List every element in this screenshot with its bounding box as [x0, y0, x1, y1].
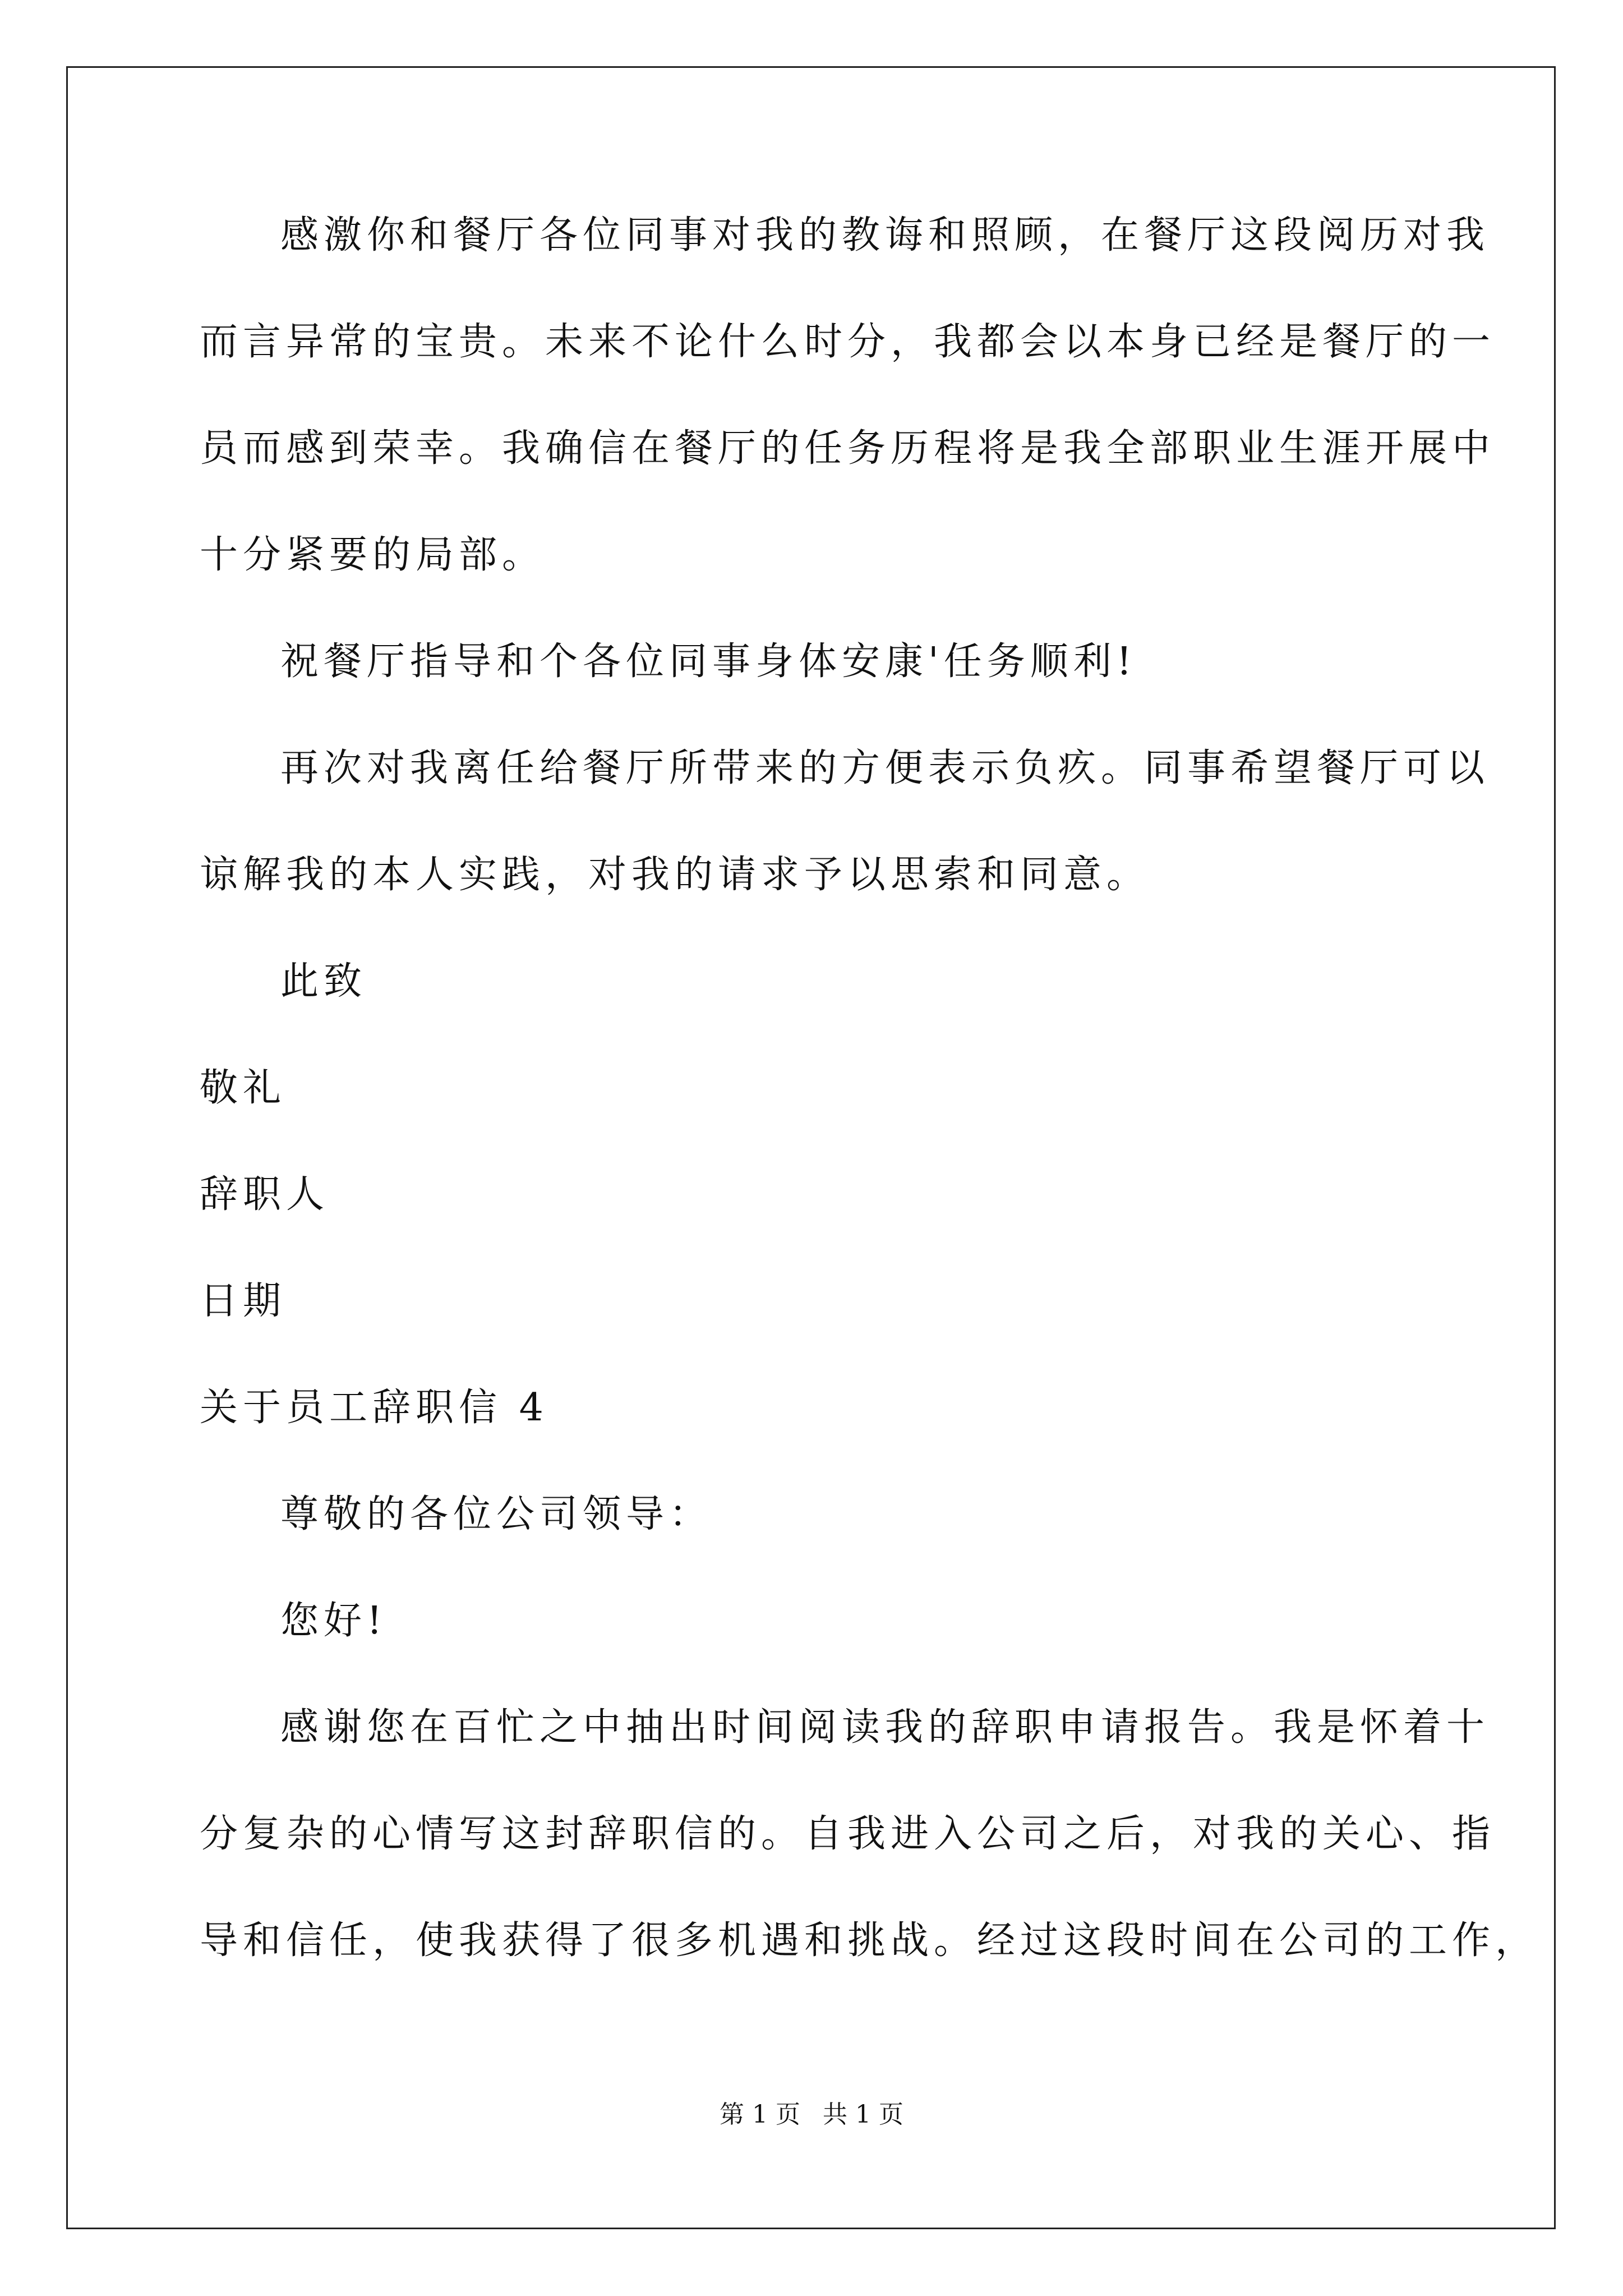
page-footer [0, 2099, 1623, 2131]
greeting-line: 您好! [280, 1599, 388, 1643]
signature-line: 辞职人 [200, 1172, 330, 1217]
paragraph-line: 员而感到荣幸。我确信在餐厅的任务历程将是我全部职业生涯开展中 [200, 426, 1496, 471]
closing-line: 敬礼 [200, 1066, 287, 1110]
page-frame [66, 66, 1556, 2229]
paragraph-line: 感谢您在百忙之中抽出时间阅读我的辞职申请报告。我是怀着十 [280, 1705, 1490, 1750]
page-number-total: 共 1 页 [823, 2100, 903, 2129]
date-line: 日期 [200, 1279, 287, 1323]
section-heading: 关于员工辞职信 4 [200, 1386, 548, 1430]
salutation-line: 尊敬的各位公司领导： [280, 1492, 713, 1536]
closing-line: 此致 [280, 959, 367, 1004]
page-number-current: 第 1 页 [720, 2100, 800, 2129]
paragraph-line: 而言异常的宝贵。未来不论什么时分，我都会以本身已经是餐厅的一 [200, 320, 1496, 364]
paragraph-line: 导和信任，使我获得了很多机遇和挑战。经过这段时间在公司的工作， [200, 1918, 1539, 1963]
paragraph-line: 祝餐厅指导和个各位同事身体安康'任务顺利! [280, 639, 1137, 684]
paragraph-line: 十分紧要的局部。 [200, 533, 546, 577]
paragraph-line: 谅解我的本人实践，对我的请求予以思索和同意。 [200, 853, 1150, 897]
paragraph-line: 感激你和餐厅各位同事对我的教诲和照顾，在餐厅这段阅历对我 [280, 213, 1490, 257]
paragraph-line: 分复杂的心情写这封辞职信的。自我进入公司之后，对我的关心、指 [200, 1812, 1496, 1856]
paragraph-line: 再次对我离任给餐厅所带来的方便表示负疚。同事希望餐厅可以 [280, 746, 1490, 790]
